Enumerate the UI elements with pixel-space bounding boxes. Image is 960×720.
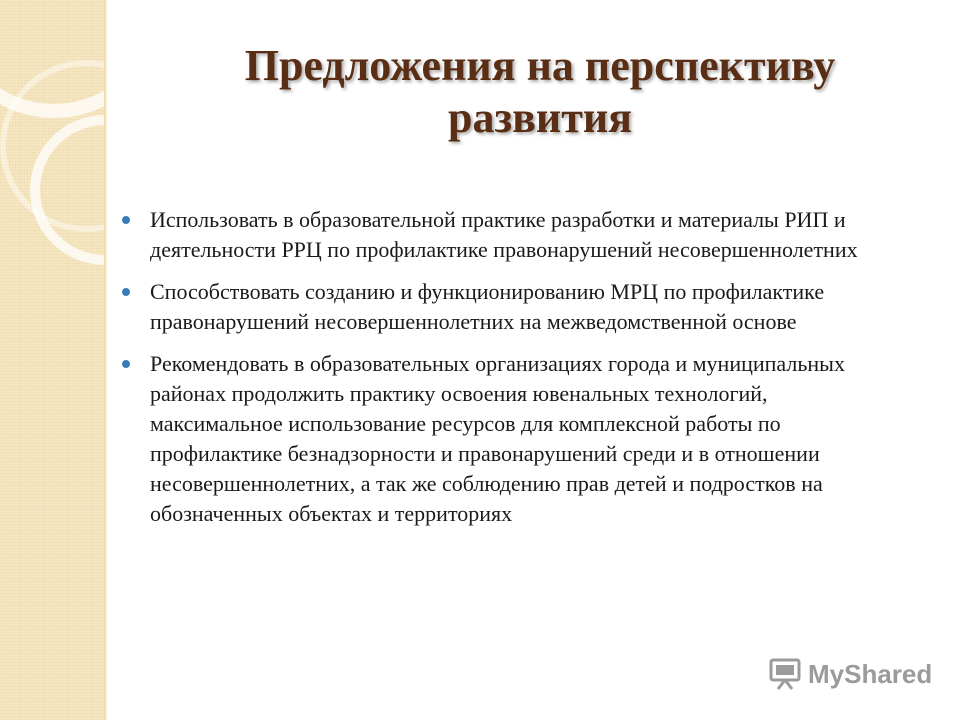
band-edge-divider bbox=[104, 0, 107, 720]
bullet-dot-icon bbox=[122, 216, 130, 224]
decorative-left-band bbox=[0, 0, 106, 720]
bullet-text: Использовать в образовательной практике разработки и материалы РИП и деятельности РРЦ по профилактике правонарушений несовершеннолетних bbox=[150, 207, 858, 262]
watermark-text: MyShared bbox=[808, 658, 933, 689]
bullet-list bbox=[120, 205, 880, 541]
bullet-item bbox=[120, 205, 880, 265]
slide-title: Предложения на перспективу развития bbox=[244, 41, 836, 142]
bullet-text: Способствовать созданию и функционированию МРЦ по профилактике правонарушений несовершеннолетних на межведомственной основе bbox=[150, 279, 825, 334]
watermark bbox=[768, 656, 932, 692]
presentation-board-icon bbox=[768, 657, 802, 691]
bullet-dot-icon bbox=[122, 288, 130, 296]
bullet-item bbox=[120, 277, 880, 337]
bullet-dot-icon bbox=[122, 360, 130, 368]
bullet-item bbox=[120, 349, 880, 529]
bullet-text: Рекомендовать в образовательных организациях города и муниципальных районах продолжить практику освоения ювенальных технологий, максимальное использование ресурсов для комплексной работы по профилактике безнадзорности и правонарушений среди и в отношении несовершеннолетних, а так же соблюдению прав детей и подростков на обозначенных объектах и территориях bbox=[150, 351, 845, 526]
